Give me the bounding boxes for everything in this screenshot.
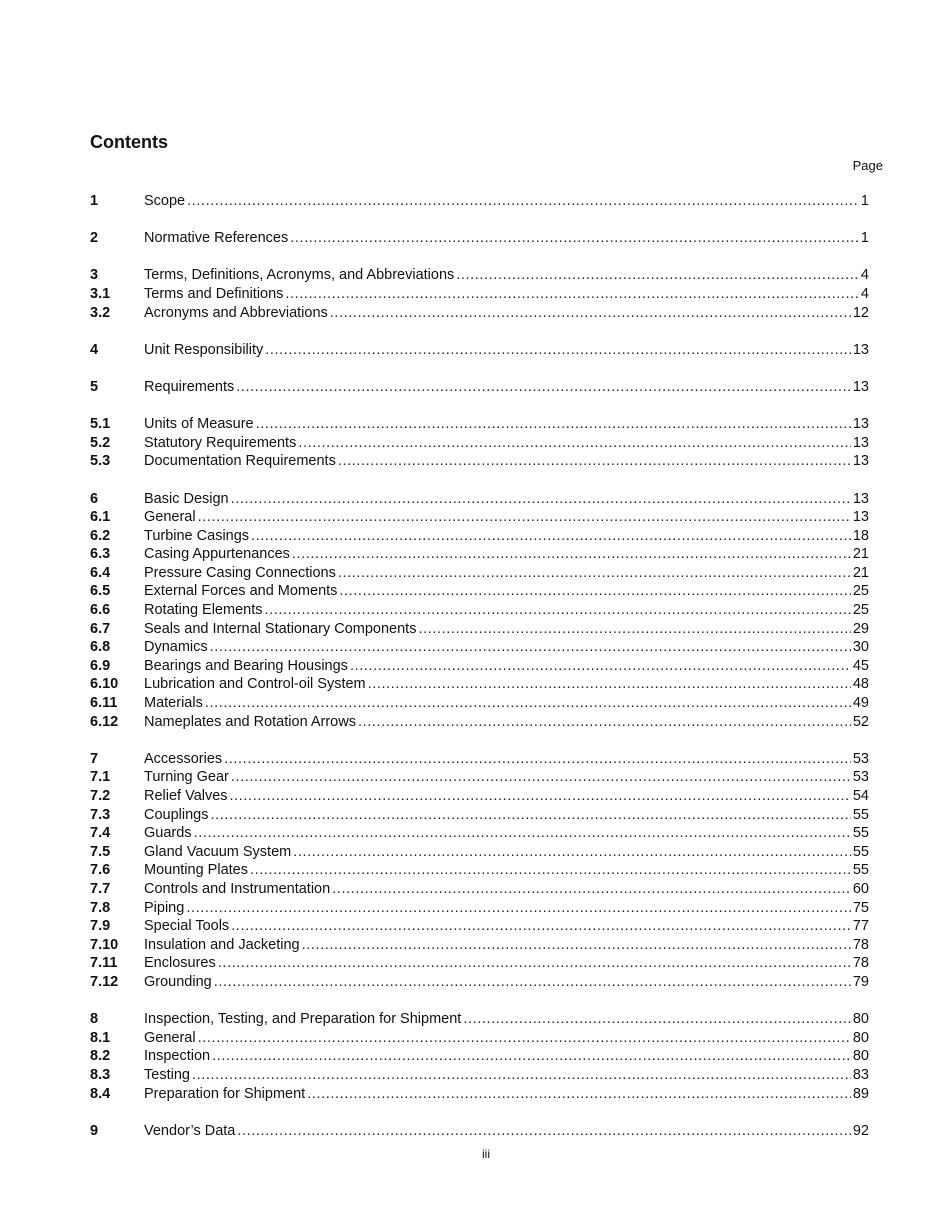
toc-page-number: 80: [852, 1048, 869, 1065]
toc-entry[interactable]: [90, 638, 869, 657]
toc-dot-leader: [224, 750, 851, 769]
toc-page-number: 29: [852, 620, 869, 637]
toc-entry[interactable]: [90, 917, 869, 936]
toc-section-number: 6.11: [90, 695, 118, 712]
toc-dot-leader: [293, 843, 851, 862]
toc-group: [90, 229, 869, 248]
toc-section-title[interactable]: Acronyms and Abbreviations: [144, 304, 328, 321]
toc-group: [90, 1122, 869, 1141]
toc-dot-leader: [231, 490, 851, 509]
toc-entry[interactable]: [90, 192, 869, 211]
toc-dot-leader: [236, 378, 851, 397]
toc-section-title[interactable]: Controls and Instrumentation: [144, 880, 331, 897]
toc-section-number: 8: [90, 1011, 99, 1028]
toc-entry[interactable]: [90, 434, 869, 453]
toc-dot-leader: [338, 564, 851, 583]
toc-section-number: 7.6: [90, 862, 111, 879]
toc-section-title[interactable]: Turbine Casings: [144, 527, 250, 544]
toc-page-number: 78: [852, 936, 869, 953]
toc-dot-leader: [456, 266, 859, 285]
toc-dot-leader: [212, 1047, 851, 1066]
toc-section-title[interactable]: Testing: [144, 1066, 190, 1083]
toc-entry[interactable]: [90, 1047, 869, 1066]
toc-page-number: 53: [852, 769, 869, 786]
toc-page-number: 21: [852, 564, 869, 581]
toc-section-title[interactable]: Special Tools: [144, 918, 230, 935]
toc-page-number: 13: [852, 378, 869, 395]
toc-dot-leader: [285, 285, 859, 304]
toc-section-number: 7.4: [90, 825, 111, 842]
toc-section-title[interactable]: Accessories: [144, 750, 223, 767]
toc-dot-leader: [290, 229, 859, 248]
toc-page-number: 48: [852, 676, 869, 693]
toc-page-number: 1: [860, 193, 869, 209]
toc-entry[interactable]: [90, 564, 869, 583]
toc-section-title[interactable]: Pressure Casing Connections: [144, 564, 336, 581]
toc-group: [90, 192, 869, 211]
toc-section-title[interactable]: Bearings and Bearing Housings: [144, 657, 348, 674]
toc-page-number: 60: [852, 880, 869, 897]
toc-section-title[interactable]: Inspection: [144, 1048, 211, 1065]
toc-section-number: 6.10: [90, 676, 119, 693]
toc-dot-leader: [186, 899, 851, 918]
toc-dot-leader: [237, 1122, 850, 1141]
toc-dot-leader: [330, 304, 851, 323]
toc-page-number: 79: [852, 973, 869, 990]
toc-dot-leader: [210, 638, 851, 657]
toc-section-number: 8.1: [90, 1029, 111, 1046]
toc-entry[interactable]: [90, 1029, 869, 1048]
toc-section-title[interactable]: Enclosures: [144, 955, 216, 972]
toc-page-number: 25: [852, 583, 869, 600]
toc-section-title[interactable]: Basic Design: [144, 490, 229, 507]
toc-section-title[interactable]: Grounding: [144, 973, 212, 990]
toc-section-number: 6.3: [90, 546, 111, 563]
toc-dot-leader: [192, 1066, 851, 1085]
toc-page-number: 80: [852, 1011, 869, 1028]
toc-page-number: 13: [852, 509, 869, 526]
toc-entry[interactable]: [90, 880, 869, 899]
toc-page-number: 13: [852, 490, 869, 507]
toc-section-title[interactable]: Requirements: [144, 378, 235, 395]
toc-entry[interactable]: [90, 824, 869, 843]
toc-entry[interactable]: [90, 229, 869, 248]
toc-entry[interactable]: [90, 899, 869, 918]
toc-section-title[interactable]: Rotating Elements: [144, 602, 263, 619]
toc-section-number: 7.11: [90, 955, 118, 972]
toc-entry[interactable]: [90, 304, 869, 323]
toc-section-number: 5.3: [90, 453, 111, 470]
toc-section-number: 6.6: [90, 602, 111, 619]
toc-page-number: 92: [852, 1122, 869, 1139]
toc-group: [90, 415, 869, 471]
toc-section-number: 4: [90, 341, 99, 358]
toc-entry[interactable]: [90, 545, 869, 564]
toc-entry[interactable]: [90, 806, 869, 825]
toc-entry[interactable]: [90, 1085, 869, 1104]
toc-group: [90, 266, 869, 322]
toc-section-title[interactable]: Relief Valves: [144, 788, 228, 804]
toc-section-number: 7.2: [90, 788, 111, 804]
toc-section-title[interactable]: Turning Gear: [144, 769, 229, 786]
toc-page-number: 12: [852, 304, 869, 321]
toc-dot-leader: [231, 917, 851, 936]
toc-page-number: 13: [852, 341, 869, 358]
toc-section-number: 6.2: [90, 527, 111, 544]
toc-group: [90, 341, 869, 360]
toc-section-number: 3.1: [90, 285, 111, 302]
toc-entry[interactable]: [90, 285, 869, 304]
toc-section-title[interactable]: Vendor’s Data: [144, 1122, 236, 1139]
toc-section-number: 6.9: [90, 657, 111, 674]
toc-dot-leader: [250, 861, 851, 880]
toc-page-number: 80: [852, 1029, 869, 1046]
toc-page-number: 13: [852, 416, 869, 433]
toc-section-number: 2: [90, 230, 99, 247]
toc-section-title[interactable]: Lubrication and Control-oil System: [144, 676, 366, 693]
toc-dot-leader: [187, 192, 859, 211]
toc-entry[interactable]: [90, 750, 869, 769]
toc-entry[interactable]: [90, 620, 869, 639]
toc-page-number: 21: [852, 546, 869, 563]
toc-section-title[interactable]: Guards: [144, 825, 192, 842]
toc-page-number: 77: [852, 918, 869, 935]
toc-page-number: 54: [852, 788, 869, 804]
toc-entry[interactable]: [90, 266, 869, 285]
toc-entry[interactable]: [90, 787, 869, 806]
toc-dot-leader: [332, 880, 851, 899]
toc-entry[interactable]: [90, 694, 869, 713]
toc-dot-leader: [265, 341, 851, 360]
toc-dot-leader: [368, 675, 851, 694]
toc-dot-leader: [251, 527, 851, 546]
toc-entry[interactable]: [90, 675, 869, 694]
toc-section-number: 7.9: [90, 918, 111, 935]
toc-section-title[interactable]: Gland Vacuum System: [144, 843, 292, 860]
toc-section-number: 7.8: [90, 899, 111, 916]
toc-group: [90, 490, 869, 732]
toc-page-number: 83: [852, 1066, 869, 1083]
toc-entry[interactable]: [90, 973, 869, 992]
toc-dot-leader: [307, 1085, 851, 1104]
toc-section-title[interactable]: Insulation and Jacketing: [144, 936, 300, 953]
page-number-footer: iii: [482, 1147, 490, 1161]
toc-page-number: 52: [852, 713, 869, 730]
toc-entry[interactable]: [90, 657, 869, 676]
toc-section-number: 9: [90, 1122, 99, 1139]
toc-dot-leader: [350, 657, 851, 676]
toc-dot-leader: [292, 545, 851, 564]
toc-dot-leader: [358, 713, 851, 732]
toc-dot-leader: [218, 954, 851, 973]
toc-dot-leader: [198, 508, 851, 527]
toc-section-title[interactable]: Documentation Requirements: [144, 453, 336, 470]
toc-section-number: 3.2: [90, 304, 111, 321]
toc-section-number: 6.7: [90, 620, 111, 637]
toc-section-number: 8.4: [90, 1085, 111, 1102]
toc-entry[interactable]: [90, 490, 869, 509]
toc-dot-leader: [214, 973, 851, 992]
page-column-label: Page: [852, 158, 883, 173]
toc-section-number: 7.5: [90, 843, 111, 860]
toc-section-number: 6.4: [90, 564, 111, 581]
toc-group: [90, 378, 869, 397]
toc-entry[interactable]: [90, 861, 869, 880]
toc-page-number: 49: [852, 695, 869, 712]
toc-entry[interactable]: [90, 601, 869, 620]
toc-entry[interactable]: [90, 1066, 869, 1085]
toc-section-number: 8.3: [90, 1066, 111, 1083]
toc-section-title[interactable]: Scope: [144, 193, 186, 209]
toc-page-number: 53: [852, 750, 869, 767]
toc-entry[interactable]: [90, 1010, 869, 1029]
toc-dot-leader: [463, 1010, 851, 1029]
toc-dot-leader: [231, 768, 851, 787]
toc-group: [90, 1010, 869, 1103]
toc-dot-leader: [418, 620, 850, 639]
toc-section-number: 6.5: [90, 583, 111, 600]
toc-dot-leader: [338, 452, 851, 471]
toc-section-number: 7.7: [90, 880, 111, 897]
toc-section-title[interactable]: Couplings: [144, 806, 209, 823]
toc-page-number: 13: [852, 453, 869, 470]
toc-section-number: 5: [90, 378, 99, 395]
toc-entry[interactable]: [90, 452, 869, 471]
toc-page-number: 30: [852, 639, 869, 656]
toc-section-title[interactable]: Casing Appurtenances: [144, 546, 290, 563]
toc-entry[interactable]: [90, 341, 869, 360]
toc-section-number: 7.10: [90, 936, 119, 953]
toc-section-number: 7.1: [90, 769, 111, 786]
page-title: Contents: [90, 132, 168, 153]
toc-page-number: 18: [852, 527, 869, 544]
toc-section-title[interactable]: External Forces and Moments: [144, 583, 338, 600]
toc-section-title[interactable]: Preparation for Shipment: [144, 1085, 306, 1102]
toc-section-title[interactable]: Mounting Plates: [144, 862, 248, 879]
toc-entry[interactable]: [90, 415, 869, 434]
toc-section-title[interactable]: Terms and Definitions: [144, 285, 284, 302]
toc-entry[interactable]: [90, 582, 869, 601]
toc-dot-leader: [264, 601, 850, 620]
table-of-contents: [90, 192, 869, 1140]
toc-dot-leader: [256, 415, 851, 434]
toc-page-number: 4: [860, 285, 869, 302]
toc-page-number: 89: [852, 1085, 869, 1102]
toc-page-number: 55: [852, 843, 869, 860]
toc-section-number: 7: [90, 750, 99, 767]
toc-page-number: 45: [852, 657, 869, 674]
toc-dot-leader: [298, 434, 851, 453]
toc-entry[interactable]: [90, 527, 869, 546]
toc-page-number: 1: [860, 230, 869, 247]
toc-section-number: 6.1: [90, 509, 111, 526]
toc-page-number: 55: [852, 862, 869, 879]
toc-dot-leader: [302, 936, 851, 955]
toc-entry[interactable]: [90, 713, 869, 732]
toc-page-number: 55: [852, 825, 869, 842]
toc-section-title[interactable]: Statutory Requirements: [144, 434, 297, 451]
toc-dot-leader: [194, 824, 851, 843]
toc-entry[interactable]: [90, 508, 869, 527]
toc-page-number: 78: [852, 955, 869, 972]
toc-section-number: 5.1: [90, 416, 111, 433]
toc-section-number: 6: [90, 490, 99, 507]
toc-dot-leader: [230, 787, 851, 806]
toc-section-title[interactable]: Units of Measure: [144, 416, 254, 433]
toc-entry[interactable]: [90, 954, 869, 973]
toc-section-title[interactable]: Piping: [144, 899, 185, 916]
toc-section-number: 8.2: [90, 1048, 111, 1065]
toc-section-title[interactable]: Unit Responsibility: [144, 341, 264, 358]
toc-entry[interactable]: [90, 1122, 869, 1141]
toc-section-number: 6.8: [90, 639, 111, 656]
toc-page-number: 13: [852, 434, 869, 451]
toc-dot-leader: [339, 582, 850, 601]
toc-entry[interactable]: [90, 378, 869, 397]
toc-section-title[interactable]: Inspection, Testing, and Preparation for Shipment: [144, 1011, 462, 1028]
toc-section-title[interactable]: Dynamics: [144, 639, 208, 656]
toc-section-number: 1: [90, 193, 99, 209]
toc-section-title[interactable]: Seals and Internal Stationary Components: [144, 620, 417, 637]
toc-page-number: 75: [852, 899, 869, 916]
toc-dot-leader: [211, 806, 851, 825]
toc-entry[interactable]: [90, 843, 869, 862]
toc-entry[interactable]: [90, 936, 869, 955]
toc-section-number: 6.12: [90, 713, 119, 730]
toc-section-title[interactable]: Materials: [144, 695, 203, 712]
toc-section-number: 5.2: [90, 434, 111, 451]
toc-dot-leader: [198, 1029, 851, 1048]
toc-section-title[interactable]: General: [144, 1029, 196, 1046]
toc-section-title[interactable]: General: [144, 509, 196, 526]
toc-dot-leader: [205, 694, 851, 713]
toc-page-number: 4: [860, 267, 869, 284]
toc-entry[interactable]: [90, 768, 869, 787]
toc-page-number: 55: [852, 806, 869, 823]
toc-page-number: 25: [852, 602, 869, 619]
toc-section-number: 7.12: [90, 973, 119, 990]
toc-section-title[interactable]: Nameplates and Rotation Arrows: [144, 713, 356, 730]
toc-group: [90, 750, 869, 992]
toc-section-title[interactable]: Normative References: [144, 230, 289, 247]
toc-section-number: 3: [90, 267, 99, 284]
toc-section-title[interactable]: Terms, Definitions, Acronyms, and Abbreviations: [144, 267, 455, 284]
toc-section-number: 7.3: [90, 806, 111, 823]
